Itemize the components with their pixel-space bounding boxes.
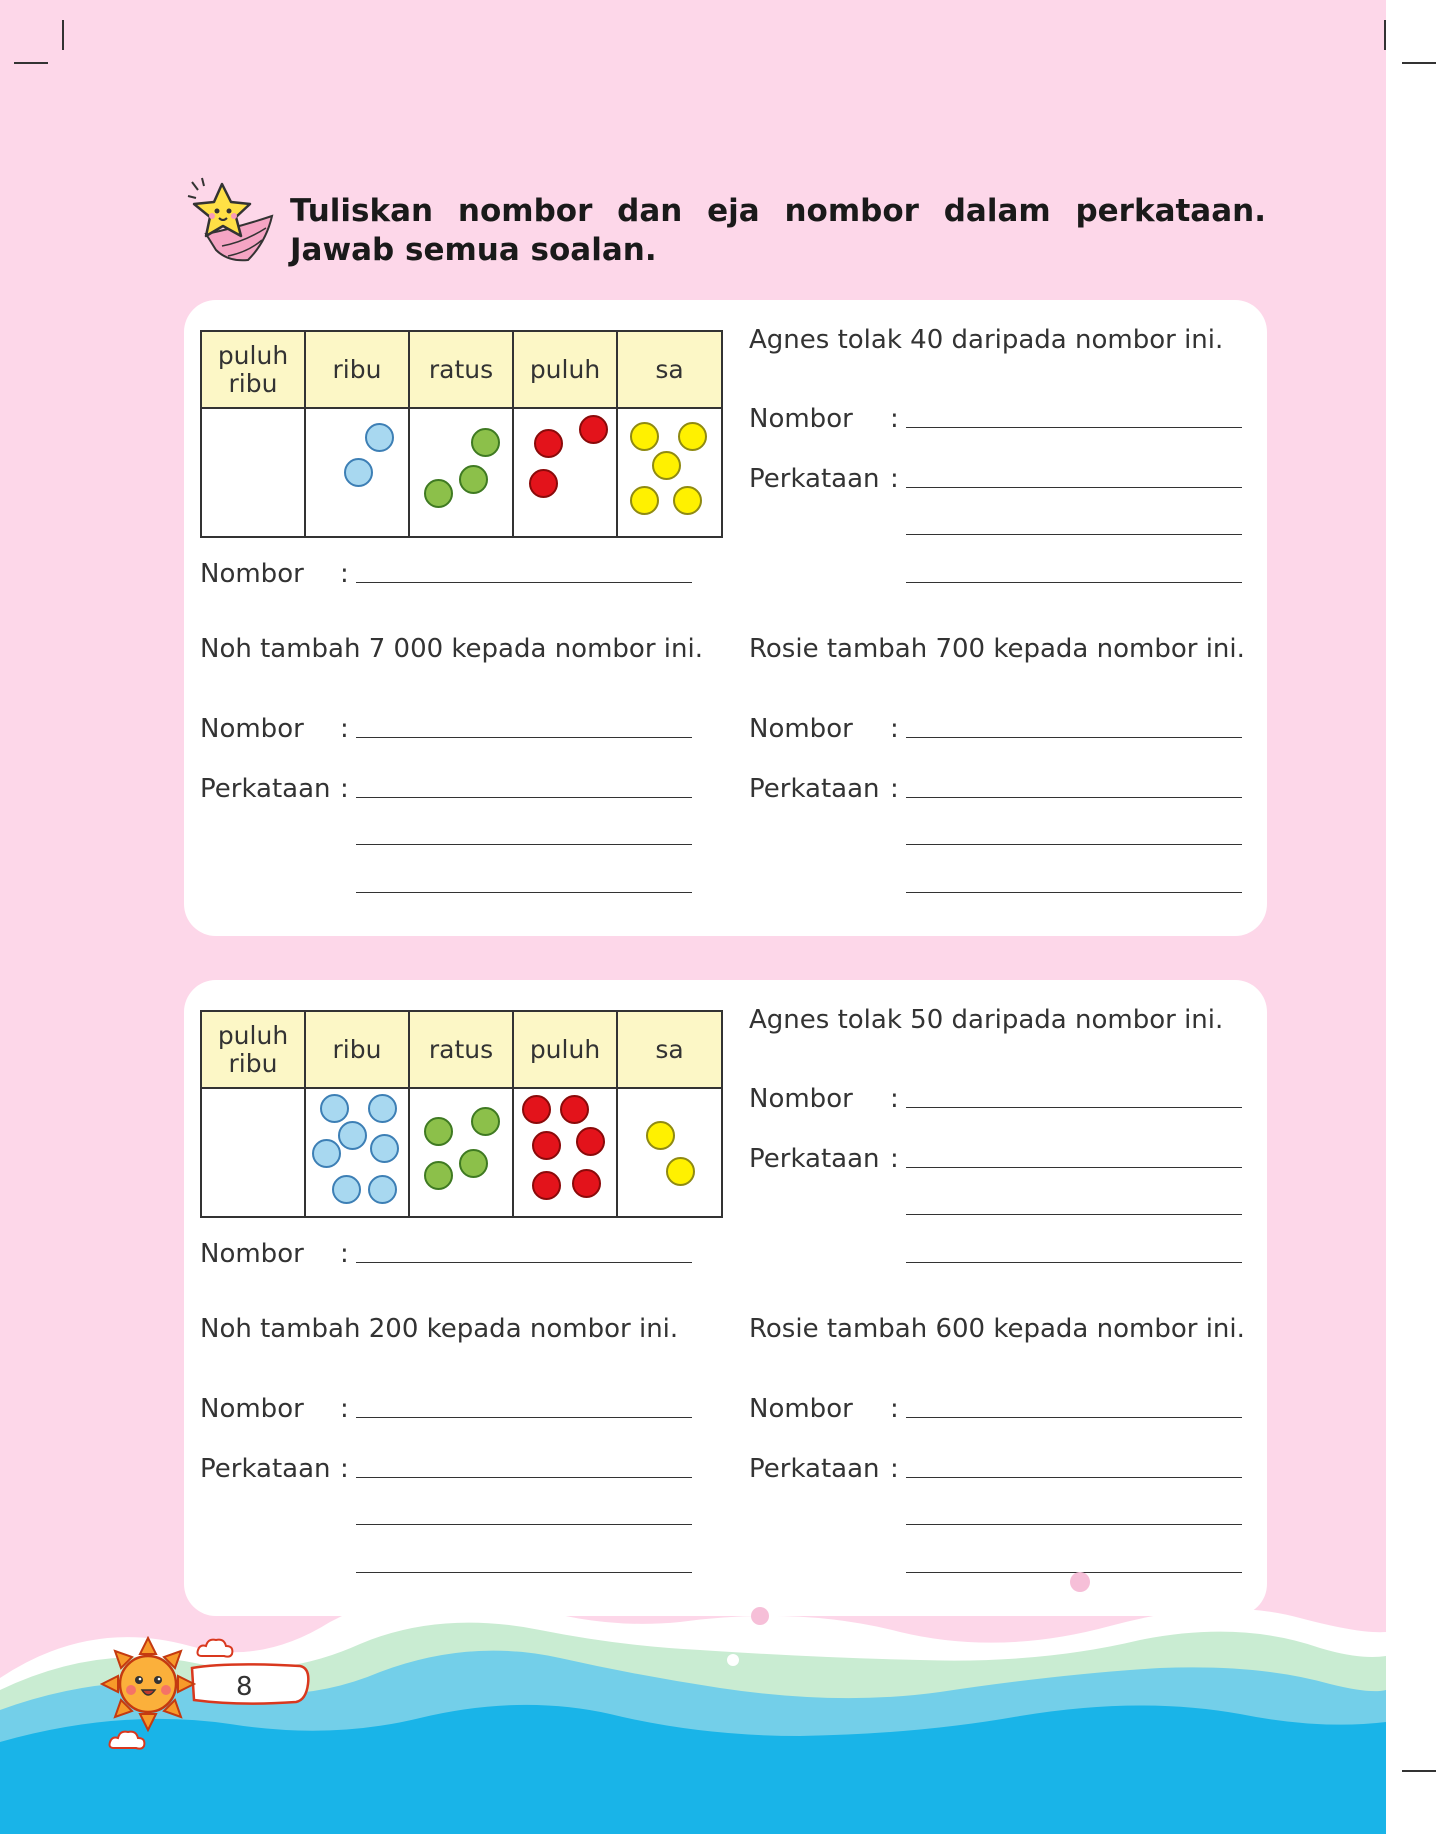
colon: : (340, 559, 349, 589)
answer-line[interactable] (906, 427, 1242, 428)
colon: : (890, 1454, 899, 1484)
perkataan-label: Perkataan (749, 1144, 880, 1174)
page-number: 8 (236, 1672, 253, 1702)
counter-green (424, 1117, 453, 1146)
perkataan-label: Perkataan (200, 1454, 331, 1484)
nombor-label: Nombor (749, 404, 853, 434)
counter-yellow (630, 422, 659, 451)
counter-red (534, 429, 563, 458)
nombor-label: Nombor (749, 714, 853, 744)
perkataan-label: Perkataan (749, 464, 880, 494)
answer-line[interactable] (356, 892, 692, 893)
cell-sa (617, 408, 722, 537)
cell-ribu (305, 1088, 409, 1217)
answer-line[interactable] (906, 1477, 1242, 1478)
counter-green (471, 428, 500, 457)
cell-ratus (409, 408, 513, 537)
noh-question: Noh tambah 200 kepada nombor ini. (200, 1314, 679, 1344)
counter-blue (368, 1094, 397, 1123)
counter-yellow (678, 422, 707, 451)
colon: : (890, 1394, 899, 1424)
rosie-question: Rosie tambah 600 kepada nombor ini. (749, 1314, 1245, 1344)
colon: : (340, 1394, 349, 1424)
counter-blue (368, 1175, 397, 1204)
header-puluh-ribu: puluh ribu (201, 331, 305, 408)
agnes-question: Agnes tolak 40 daripada nombor ini. (749, 325, 1224, 355)
perkataan-label: Perkataan (749, 1454, 880, 1484)
star-mascot-icon (186, 176, 286, 272)
counter-red (560, 1095, 589, 1124)
answer-line[interactable] (906, 1214, 1242, 1215)
answer-line[interactable] (906, 892, 1242, 893)
counter-blue (338, 1121, 367, 1150)
counter-red (532, 1171, 561, 1200)
colon: : (340, 714, 349, 744)
instruction-text: Tuliskan nombor dan eja nombor dalam perkataan. Jawab semua soalan. (290, 193, 1266, 268)
noh-question: Noh tambah 7 000 kepada nombor ini. (200, 634, 703, 664)
colon: : (340, 1239, 349, 1269)
rosie-question: Rosie tambah 700 kepada nombor ini. (749, 634, 1245, 664)
answer-line[interactable] (906, 797, 1242, 798)
cell-puluh-ribu (201, 1088, 305, 1217)
answer-line[interactable] (356, 1524, 692, 1525)
header-puluh: puluh (513, 1011, 617, 1088)
answer-line[interactable] (356, 1262, 692, 1263)
answer-line[interactable] (356, 737, 692, 738)
answer-line[interactable] (906, 737, 1242, 738)
exercise-panel-2 (184, 980, 1267, 1616)
answer-line[interactable] (356, 582, 692, 583)
counter-red (529, 469, 558, 498)
header-ratus: ratus (409, 1011, 513, 1088)
counter-green (424, 479, 453, 508)
answer-line[interactable] (906, 582, 1242, 583)
answer-line[interactable] (906, 1262, 1242, 1263)
counter-yellow (673, 486, 702, 515)
nombor-label: Nombor (200, 1394, 304, 1424)
answer-line[interactable] (906, 534, 1242, 535)
agnes-question: Agnes tolak 50 daripada nombor ini. (749, 1005, 1224, 1035)
counter-blue (332, 1175, 361, 1204)
counter-blue (312, 1139, 341, 1168)
counter-green (459, 1149, 488, 1178)
colon: : (890, 1084, 899, 1114)
place-value-chart-1 (200, 330, 723, 538)
crop-mark (62, 20, 64, 50)
answer-line[interactable] (906, 844, 1242, 845)
counter-blue (344, 458, 373, 487)
counter-yellow (646, 1121, 675, 1150)
perkataan-label: Perkataan (749, 774, 880, 804)
header-puluh: puluh (513, 331, 617, 408)
exercise-panel-1 (184, 300, 1267, 936)
place-value-chart-2 (200, 1010, 723, 1218)
nombor-label: Nombor (749, 1394, 853, 1424)
colon: : (890, 1144, 899, 1174)
counter-red (576, 1127, 605, 1156)
nombor-label: Nombor (200, 714, 304, 744)
counter-green (424, 1161, 453, 1190)
nombor-label: Nombor (200, 559, 304, 589)
counter-blue (320, 1094, 349, 1123)
counter-red (572, 1169, 601, 1198)
counter-yellow (666, 1157, 695, 1186)
answer-line[interactable] (906, 1417, 1242, 1418)
nombor-label: Nombor (749, 1084, 853, 1114)
sun-mascot-icon (100, 1636, 196, 1732)
counter-red (532, 1131, 561, 1160)
colon: : (890, 464, 899, 494)
answer-line[interactable] (906, 1167, 1242, 1168)
answer-line[interactable] (356, 1477, 692, 1478)
counter-yellow (630, 486, 659, 515)
answer-line[interactable] (356, 797, 692, 798)
crop-mark (1384, 20, 1386, 50)
header-ratus: ratus (409, 331, 513, 408)
counter-red (522, 1095, 551, 1124)
counter-green (459, 465, 488, 494)
header-sa: sa (617, 331, 722, 408)
colon: : (890, 714, 899, 744)
answer-line[interactable] (356, 1417, 692, 1418)
nombor-label: Nombor (200, 1239, 304, 1269)
crop-mark (14, 62, 48, 64)
header-ribu: ribu (305, 331, 409, 408)
header-puluh-ribu: puluh ribu (201, 1011, 305, 1088)
cell-puluh (513, 408, 617, 537)
counter-yellow (652, 451, 681, 480)
cell-sa (617, 1088, 722, 1217)
colon: : (340, 1454, 349, 1484)
answer-line[interactable] (356, 844, 692, 845)
cell-ribu (305, 408, 409, 537)
counter-green (471, 1107, 500, 1136)
crop-mark (1402, 62, 1436, 64)
header-ribu: ribu (305, 1011, 409, 1088)
answer-line[interactable] (906, 1524, 1242, 1525)
cell-puluh-ribu (201, 408, 305, 537)
counter-red (579, 415, 608, 444)
answer-line[interactable] (906, 487, 1242, 488)
colon: : (340, 774, 349, 804)
counter-blue (365, 423, 394, 452)
cell-puluh (513, 1088, 617, 1217)
colon: : (890, 774, 899, 804)
cloud-icon (196, 1636, 236, 1660)
perkataan-label: Perkataan (200, 774, 331, 804)
colon: : (890, 404, 899, 434)
counter-blue (370, 1134, 399, 1163)
cell-ratus (409, 1088, 513, 1217)
answer-line[interactable] (906, 1107, 1242, 1108)
header-sa: sa (617, 1011, 722, 1088)
